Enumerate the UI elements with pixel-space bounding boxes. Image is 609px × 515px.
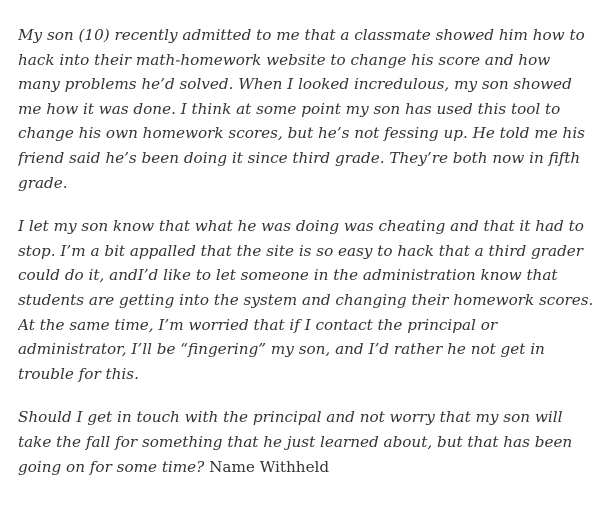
text-line: could do it, andI’d like to let someone in the administration know that (18, 266, 558, 285)
text-line: administrator, I’ll be “fingering” my son, and I’d rather he not get in (18, 340, 545, 359)
text-line: trouble for this. (18, 364, 139, 383)
text-line: At the same time, I’m worried that if I contact the principal or (18, 315, 498, 334)
text-line: take the fall for something that he just learned about, but that has been (18, 432, 573, 451)
text-line: many problems he’d solved. When I looked incredulous, my son showed (18, 75, 572, 94)
reader-letter (18, 23, 603, 498)
text-line: me how it was done. I think at some point my son has used this tool to (18, 99, 561, 118)
letter-page (18, 0, 603, 515)
text-line: I let my son know that what he was doing was cheating and that it had to (18, 217, 584, 236)
text-fragment: going on for some time? (18, 457, 205, 476)
letter-signature: Name Withheld (209, 457, 330, 476)
text-line: hack into their math-homework website to change his score and how (18, 50, 551, 69)
text-line-with-signature (18, 455, 603, 480)
letter-paragraph-3 (18, 405, 603, 479)
text-line: friend said he’s been doing it since third grade. They’re both now in fifth (18, 148, 581, 167)
text-line: My son (10) recently admitted to me that a classmate showed him how to (18, 26, 585, 44)
letter-paragraph-1 (18, 23, 603, 195)
letter-paragraph-2 (18, 214, 603, 386)
text-line: stop. I’m a bit appalled that the site is so easy to hack that a third grader (18, 241, 584, 260)
cropped-previous-line (18, 0, 603, 6)
text-line: change his own homework scores, but he’s not fessing up. He told me his (18, 124, 585, 143)
text-line: students are getting into the system and changing their homework scores. (18, 290, 594, 309)
text-line: grade. (18, 173, 68, 192)
text-line: Should I get in touch with the principal and not worry that my son will (18, 408, 563, 427)
